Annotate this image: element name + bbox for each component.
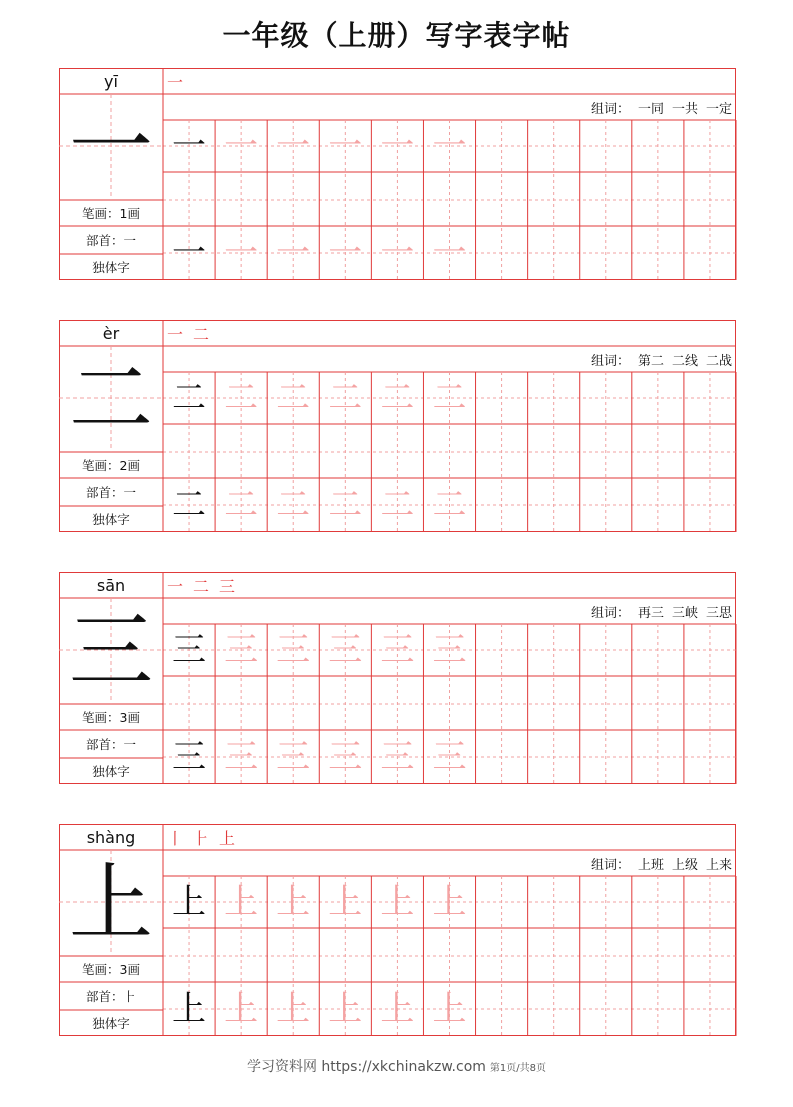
radical-label: 部首： [85,485,124,500]
trace-character: 上 [276,882,311,922]
stroke-step: 一 [167,72,184,92]
sample-character: 上 [172,989,206,1029]
stroke-count [59,452,163,478]
stroke-order [167,826,235,848]
footer-page: 第1页/共8页 [489,1063,546,1074]
trace-character: 一 [380,233,415,273]
trace-character: 一 [328,233,363,273]
stroke-step: ⺊ [193,828,210,848]
trace-character: 一 [276,126,311,166]
model-character: 二 [68,350,153,448]
word-item: 上级 [671,857,698,873]
trace-character: 上 [380,989,415,1029]
radical-label: 部首： [85,233,124,248]
word-item: 二战 [705,353,732,369]
trace-character: 上 [380,882,415,922]
word-item: 一定 [705,101,732,117]
trace-character: 二 [432,485,467,525]
sample-character: 三 [172,737,206,777]
stroke-order [167,70,183,92]
structure: 独体字 [92,512,130,527]
trace-character: 上 [276,989,311,1029]
stroke-count [59,956,163,982]
word-item: 一共 [671,101,698,117]
word-item: 第二 [637,353,664,369]
model-character: 上 [68,854,153,952]
word-list [591,852,732,874]
pinyin: sān [96,575,126,595]
trace-character: 一 [224,233,259,273]
word-item: 二线 [671,353,698,369]
word-item: 上班 [637,857,664,873]
stroke-count-value: 3画 [119,710,140,725]
radical-value: 一 [123,485,137,500]
stroke-count-label: 笔画： [82,206,120,221]
trace-character: 上 [328,989,363,1029]
model-character: 一 [68,98,153,196]
word-item: 上来 [705,857,732,873]
stroke-count-label: 笔画： [82,710,120,725]
footer [0,1056,793,1076]
stroke-count-label: 笔画： [82,458,120,473]
trace-character: 二 [276,485,311,525]
trace-character: 二 [224,378,259,418]
radical-value: 一 [123,737,137,752]
radical [59,730,163,758]
stroke-order [167,574,235,596]
trace-character: 二 [380,485,415,525]
trace-character: 二 [224,485,259,525]
stroke-step: 三 [219,576,236,596]
trace-character: 三 [224,630,259,670]
trace-character: 三 [328,630,363,670]
trace-character: 上 [224,989,259,1029]
sample-character: 二 [172,378,206,418]
stroke-count-label: 笔画： [82,962,120,977]
pinyin: shàng [86,827,136,847]
radical-label: 部首： [85,737,124,752]
trace-character: 上 [328,882,363,922]
trace-character: 三 [328,737,363,777]
word-item: 三思 [705,605,732,621]
radical [59,982,163,1010]
trace-character: 一 [432,233,467,273]
pinyin: èr [102,323,120,343]
stroke-count [59,704,163,730]
trace-character: 一 [380,126,415,166]
trace-character: 二 [328,378,363,418]
trace-character: 二 [380,378,415,418]
stroke-step: 二 [193,576,210,596]
trace-character: 二 [276,378,311,418]
character-block [59,320,736,532]
sample-character: 上 [172,882,206,922]
trace-character: 上 [432,989,467,1029]
character-block [59,572,736,784]
trace-character: 三 [380,630,415,670]
pinyin: yī [104,71,118,91]
trace-character: 上 [224,882,259,922]
stroke-step: 二 [193,324,210,344]
word-item: 一同 [637,101,664,117]
trace-character: 三 [432,737,467,777]
radical-label: 部首： [85,989,124,1004]
character-block [59,824,736,1036]
radical-value: ⺊ [123,989,137,1004]
structure: 独体字 [92,764,130,779]
sample-character: 一 [172,233,206,273]
radical [59,478,163,506]
word-list-label: 组词： [590,101,630,117]
trace-character: 二 [328,485,363,525]
trace-character: 上 [432,882,467,922]
word-list [591,348,732,370]
sample-character: 三 [172,630,206,670]
trace-character: 二 [432,378,467,418]
trace-character: 三 [380,737,415,777]
trace-character: 一 [328,126,363,166]
trace-character: 一 [432,126,467,166]
trace-character: 三 [224,737,259,777]
footer-site: 学习资料网 https://xkchinakzw.com [246,1059,486,1075]
stroke-step: 一 [167,324,184,344]
word-list-label: 组词： [590,857,630,873]
stroke-step: 丨 [167,828,184,848]
stroke-order [167,322,209,344]
model-character: 三 [68,602,153,700]
stroke-count [59,200,163,226]
stroke-step: 一 [167,576,184,596]
word-list-label: 组词： [590,605,630,621]
trace-character: 三 [276,630,311,670]
structure: 独体字 [92,1016,130,1031]
trace-character: 一 [224,126,259,166]
word-list-label: 组词： [590,353,630,369]
radical-value: 一 [123,233,137,248]
sample-character: 一 [172,126,206,166]
word-item: 三峡 [671,605,698,621]
word-item: 再三 [637,605,664,621]
trace-character: 一 [276,233,311,273]
stroke-count-value: 3画 [119,962,140,977]
word-list [591,96,732,118]
trace-character: 三 [432,630,467,670]
word-list [591,600,732,622]
stroke-count-value: 1画 [119,206,140,221]
sample-character: 二 [172,485,206,525]
page-title: 一年级（上册）写字表字帖 [222,19,571,52]
character-block [59,68,736,280]
trace-character: 三 [276,737,311,777]
stroke-count-value: 2画 [119,458,140,473]
radical [59,226,163,254]
stroke-step: 上 [219,828,236,848]
structure: 独体字 [92,260,130,275]
